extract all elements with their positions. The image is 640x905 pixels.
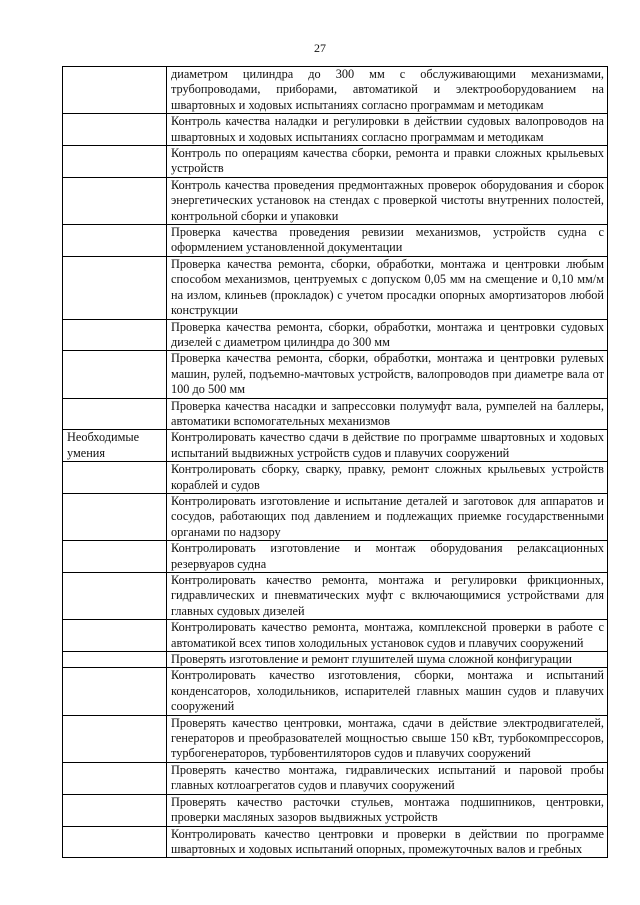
table-text-cell: Контролировать качество центровки и проверки в действии по программе швартовных и ходовых испытаний опорных, промежуточных валов и гребных	[167, 826, 608, 858]
table-label-cell	[63, 177, 167, 224]
table-text-cell: Проверка качества ремонта, сборки, обработки, монтажа и центровки любым способом механизмов, центруемых с допуском 0,05 мм на смещение и 0,10 мм/м на излом, клиньев (прокладок) с учетом просадки опорных амортизаторов любой конструкции	[167, 256, 608, 319]
table-label-cell	[63, 256, 167, 319]
table-text-cell: Проверять качество расточки стульев, монтажа подшипников, центровки, проверки масляных зазоров выдвижных устройств	[167, 794, 608, 826]
table-label-cell	[63, 762, 167, 794]
table-label-cell	[63, 493, 167, 540]
table-label-cell	[63, 351, 167, 398]
qualification-table	[62, 66, 608, 858]
table-text-cell: Контроль качества проведения предмонтажных проверок оборудования и сборок энергетических установок на стендах с проверкой чистоты внутренних полостей, контрольной сборки и упаковки	[167, 177, 608, 224]
table-text-cell: Контролировать качество изготовления, сборки, монтажа и испытаний конденсаторов, холодильников, испарителей главных машин судов и плавучих сооружений	[167, 668, 608, 715]
table-text-cell: Контролировать изготовление и монтаж оборудования релаксационных резервуаров судна	[167, 541, 608, 573]
table-text-cell: Контроль по операциям качества сборки, ремонта и правки сложных крыльевых устройств	[167, 146, 608, 178]
table-text-cell: Проверять качество центровки, монтажа, сдачи в действие электродвигателей, генераторов и преобразователей мощностью свыше 150 кВт, турбокомпрессоров, турбогенераторов, турбовентиляторов судов и плавучих сооружений	[167, 715, 608, 762]
table-label-cell	[63, 620, 167, 652]
table-text-cell: Контролировать качество ремонта, монтажа и регулировки фрикционных, гидравлических и пневматических муфт с включающимися устройствами для главных судовых дизелей	[167, 573, 608, 620]
table-label-cell	[63, 826, 167, 858]
table-label-cell	[63, 67, 167, 114]
table-row	[63, 319, 608, 351]
table-row	[63, 430, 608, 462]
table-row	[63, 462, 608, 494]
table-text-cell: Проверка качества проведения ревизии механизмов, устройств судна с оформлением установленной документации	[167, 225, 608, 257]
table-text-cell: Проверять качество монтажа, гидравлических испытаний и паровой пробы главных котлоагрегатов судов и плавучих сооружений	[167, 762, 608, 794]
table-row	[63, 620, 608, 652]
table-row	[63, 573, 608, 620]
section-label-skills: Необходимые умения	[63, 430, 167, 462]
table-text-cell: Контроль качества наладки и регулировки в действии судовых валопроводов на швартовных и ходовых испытаниях согласно программам и методикам	[167, 114, 608, 146]
table-row	[63, 351, 608, 398]
table-row	[63, 652, 608, 668]
table-label-cell	[63, 794, 167, 826]
table-text-cell: Контролировать изготовление и испытание деталей и заготовок для аппаратов и сосудов, работающих под давлением и подлежащих приемке государственными органами по надзору	[167, 493, 608, 540]
table-text-cell: Проверка качества ремонта, сборки, обработки, монтажа и центровки рулевых машин, рулей, подъемно-мачтовых устройств, валопроводов при диаметре вала от 100 до 500 мм	[167, 351, 608, 398]
table-label-cell	[63, 319, 167, 351]
table-text-cell: Проверка качества ремонта, сборки, обработки, монтажа и центровки судовых дизелей с диаметром цилиндра до 300 мм	[167, 319, 608, 351]
table-row	[63, 225, 608, 257]
table-row	[63, 826, 608, 858]
table-label-cell	[63, 146, 167, 178]
table-label-cell	[63, 652, 167, 668]
table-label-cell	[63, 225, 167, 257]
table-row	[63, 541, 608, 573]
table-row	[63, 762, 608, 794]
table-label-cell	[63, 541, 167, 573]
table-label-cell	[63, 715, 167, 762]
table-row	[63, 256, 608, 319]
table-text-cell: Проверка качества насадки и запрессовки полумуфт вала, румпелей на баллеры, автоматики вспомогательных механизмов	[167, 398, 608, 430]
page-number: 27	[314, 41, 326, 55]
table-row	[63, 114, 608, 146]
table-text-cell: Проверять изготовление и ремонт глушителей шума сложной конфигурации	[167, 652, 608, 668]
table-text-cell: Контролировать качество ремонта, монтажа, комплексной проверки в работе с автоматикой всех типов холодильных установок судов и плавучих сооружений	[167, 620, 608, 652]
table-label-cell	[63, 462, 167, 494]
table-text-cell: Контролировать сборку, сварку, правку, ремонт сложных крыльевых устройств кораблей и судов	[167, 462, 608, 494]
table-row	[63, 398, 608, 430]
table-text-cell: Контролировать качество сдачи в действие по программе швартовных и ходовых испытаний выдвижных устройств судов и плавучих сооружений	[167, 430, 608, 462]
table-text-cell: диаметром цилиндра до 300 мм с обслуживающими механизмами, трубопроводами, приборами, автоматикой и электрооборудованием на швартовных и ходовых испытаниях согласно программам и методикам	[167, 67, 608, 114]
table-row	[63, 177, 608, 224]
table-row	[63, 146, 608, 178]
table-row	[63, 67, 608, 114]
table-row	[63, 715, 608, 762]
table-row	[63, 493, 608, 540]
table-label-cell	[63, 668, 167, 715]
table-label-cell	[63, 114, 167, 146]
table-label-cell	[63, 573, 167, 620]
table-row	[63, 668, 608, 715]
table-label-cell	[63, 398, 167, 430]
table-row	[63, 794, 608, 826]
